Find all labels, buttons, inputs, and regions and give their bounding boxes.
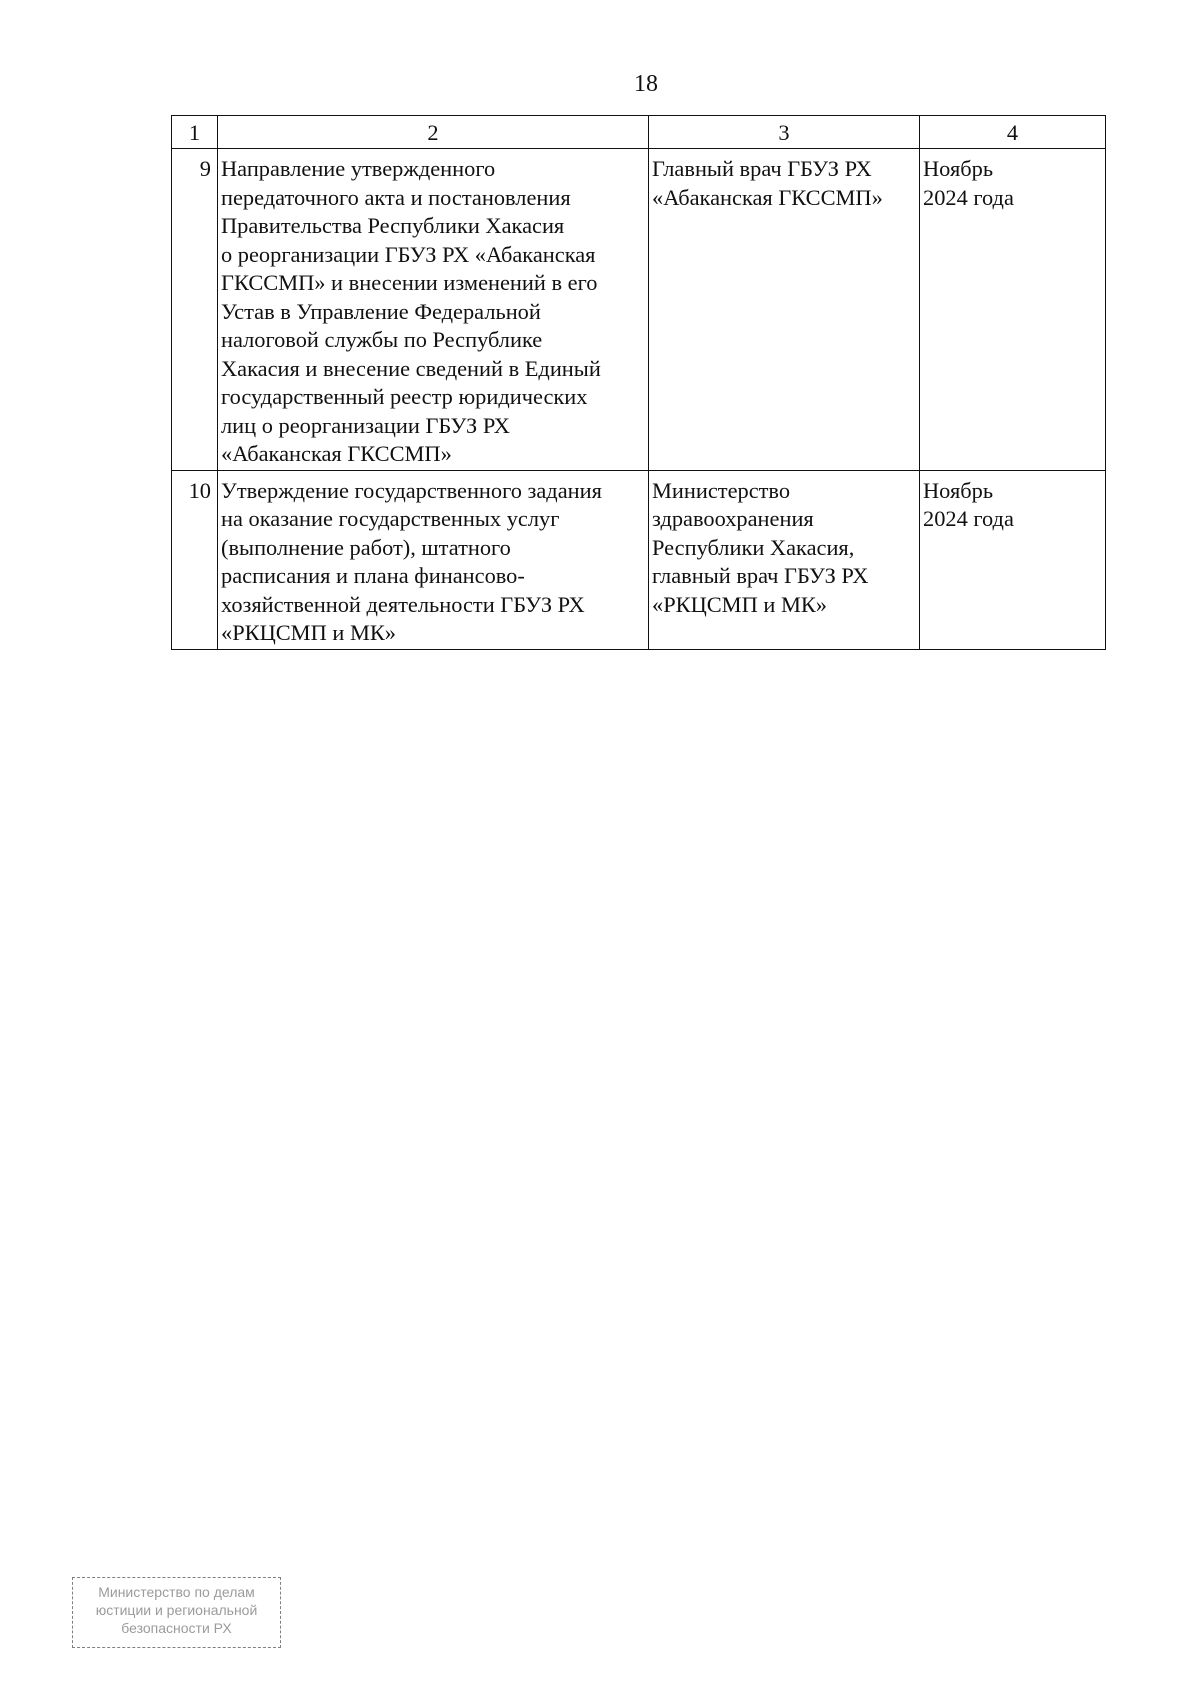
table-row <box>172 470 1106 649</box>
row-number: 9 <box>172 149 218 471</box>
task-line: лиц о реорганизации ГБУЗ РХ <box>221 412 510 438</box>
task-line: «РКЦСМП и МК» <box>221 620 396 645</box>
task-line: Хакасия и внесение сведений в Единый <box>221 355 601 381</box>
deadline-line: 2024 года <box>923 506 1014 531</box>
header-col-2: 2 <box>218 116 649 149</box>
plan-table <box>171 115 1106 650</box>
header-col-1: 1 <box>172 116 218 149</box>
stamp-line: Министерство по делам <box>98 1584 255 1600</box>
responsible-line: Республики Хакасия, <box>652 534 855 560</box>
deadline-cell <box>920 149 1106 471</box>
task-line: хозяйственной деятельности ГБУЗ РХ <box>221 591 585 617</box>
task-line: расписания и плана финансово- <box>221 563 525 588</box>
task-line: на оказание государственных услуг <box>221 506 560 531</box>
task-line: Устав в Управление Федеральной <box>221 298 541 324</box>
header-col-3: 3 <box>649 116 920 149</box>
registration-stamp <box>72 1577 281 1648</box>
task-line: Направление утвержденного <box>221 156 496 181</box>
task-line: налоговой службы по Республике <box>221 327 543 352</box>
deadline-line: 2024 года <box>923 184 1014 210</box>
task-line: «Абаканская ГКССМП» <box>221 441 452 466</box>
task-line: Утверждение государственного задания <box>221 477 602 503</box>
responsible-line: главный врач ГБУЗ РХ <box>652 563 869 588</box>
row-number: 10 <box>172 470 218 649</box>
stamp-line: безопасности РХ <box>121 1620 232 1636</box>
responsible-line: «Абаканская ГКССМП» <box>652 184 883 210</box>
task-line: ГКССМП» и внесении изменений в его <box>221 270 598 295</box>
table-row <box>172 149 1106 471</box>
task-line: Правительства Республики Хакасия <box>221 213 565 238</box>
page-number: 18 <box>634 71 658 97</box>
task-cell <box>218 149 649 471</box>
task-cell <box>218 470 649 649</box>
deadline-line: Ноябрь <box>923 156 994 181</box>
stamp-line: юстиции и региональной <box>95 1602 258 1618</box>
task-line: о реорганизации ГБУЗ РХ «Абаканская <box>221 241 596 267</box>
task-line: передаточного акта и постановления <box>221 184 571 210</box>
responsible-cell <box>649 470 920 649</box>
responsible-cell <box>649 149 920 471</box>
deadline-line: Ноябрь <box>923 477 994 503</box>
responsible-line: Министерство <box>652 477 791 503</box>
task-line: государственный реестр юридических <box>221 384 588 409</box>
task-line: (выполнение работ), штатного <box>221 534 511 560</box>
responsible-line: «РКЦСМП и МК» <box>652 591 827 617</box>
deadline-cell <box>920 470 1106 649</box>
responsible-line: Главный врач ГБУЗ РХ <box>652 156 872 181</box>
responsible-line: здравоохранения <box>652 506 814 531</box>
table-header-row <box>172 116 1106 149</box>
header-col-4: 4 <box>920 116 1106 149</box>
